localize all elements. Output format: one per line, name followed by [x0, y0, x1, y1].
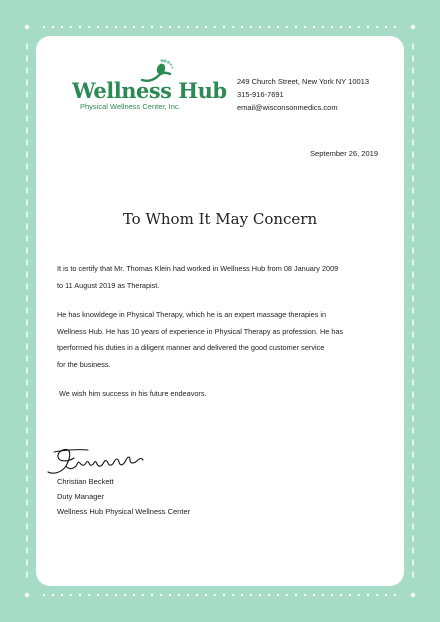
- border-dot: [322, 594, 324, 596]
- border-dot: [124, 26, 126, 28]
- company-address: [237, 75, 369, 114]
- border-dot: [385, 594, 387, 596]
- border-dot: [304, 26, 306, 28]
- border-dot: [25, 593, 29, 597]
- border-dot: [187, 594, 189, 596]
- paragraph-line: tperformed his duties in a diligent manner and delivered the good customer service: [57, 343, 325, 352]
- paragraph-line: We wish him success in his future endeavors.: [57, 389, 207, 398]
- letter-heading: To Whom It May Concern: [122, 210, 318, 228]
- address-phone: 315-916-7691: [237, 90, 284, 99]
- border-dot: [313, 594, 315, 596]
- border-dot: [367, 26, 369, 28]
- border-dot: [115, 594, 117, 596]
- border-dot: [214, 26, 216, 28]
- border-dot: [169, 26, 171, 28]
- border-dot: [232, 594, 234, 596]
- border-dot: [322, 26, 324, 28]
- border-dot: [286, 26, 288, 28]
- border-dot: [250, 594, 252, 596]
- border-dot: [43, 26, 45, 28]
- border-dot: [106, 594, 108, 596]
- border-dot: [214, 594, 216, 596]
- border-dot: [160, 594, 162, 596]
- border-dot: [205, 594, 207, 596]
- border-dot: [178, 594, 180, 596]
- address-email: email@wisconsonmedics.com: [237, 103, 338, 112]
- paragraph-2: [57, 307, 387, 373]
- border-dot: [411, 593, 415, 597]
- border-dot: [88, 594, 90, 596]
- logo-subtitle: Physical Wellness Center, Inc.: [80, 102, 181, 111]
- border-dot: [331, 26, 333, 28]
- border-dot: [97, 594, 99, 596]
- border-dot: [43, 594, 45, 596]
- signer-title: Duty Manager: [57, 492, 105, 501]
- border-dot: [358, 26, 360, 28]
- border-dot: [385, 26, 387, 28]
- border-dot: [187, 26, 189, 28]
- border-dot: [376, 594, 378, 596]
- border-dot: [196, 26, 198, 28]
- border-dot: [349, 594, 351, 596]
- border-dot: [142, 594, 144, 596]
- company-logo: [72, 58, 227, 116]
- border-dot: [376, 26, 378, 28]
- border-dot: [295, 26, 297, 28]
- border-dot: [79, 594, 81, 596]
- border-dot: [241, 26, 243, 28]
- border-dot: [313, 26, 315, 28]
- border-dot: [259, 26, 261, 28]
- paragraph-line: for the business.: [57, 359, 111, 369]
- border-dot: [331, 594, 333, 596]
- paragraph-line: Wellness Hub. He has 10 years of experience in Physical Therapy as profession. He has: [57, 326, 344, 336]
- border-dot: [97, 26, 99, 28]
- border-dot: [169, 594, 171, 596]
- border-dot: [151, 594, 153, 596]
- paragraph-line: He has knowldege in Physical Therapy, which he is an expert massage therapies in: [57, 310, 327, 319]
- border-dot: [61, 26, 63, 28]
- border-dot: [277, 594, 279, 596]
- border-dot: [79, 26, 81, 28]
- border-dot: [133, 26, 135, 28]
- border-dot: [286, 594, 288, 596]
- border-dot: [223, 594, 225, 596]
- border-dot: [277, 26, 279, 28]
- border-dot: [268, 26, 270, 28]
- border-dot: [411, 25, 415, 29]
- border-dot: [196, 594, 198, 596]
- border-dot: [70, 26, 72, 28]
- logo-title: Wellness Hub: [72, 78, 227, 103]
- border-dot: [259, 594, 261, 596]
- border-dot: [349, 26, 351, 28]
- signer-company: Wellness Hub Physical Wellness Center: [57, 507, 191, 516]
- border-dot: [205, 26, 207, 28]
- address-street: 249 Church Street, New York NY 10013: [237, 77, 370, 86]
- border-dot: [70, 594, 72, 596]
- border-dot: [304, 594, 306, 596]
- border-dot: [394, 594, 396, 596]
- border-dot: [88, 26, 90, 28]
- border-dot: [367, 594, 369, 596]
- border-dot: [160, 26, 162, 28]
- border-dot: [106, 26, 108, 28]
- border-dot: [142, 26, 144, 28]
- border-dot: [223, 26, 225, 28]
- border-dot: [295, 594, 297, 596]
- paragraph-line: to 11 August 2019 as Therapist.: [57, 280, 160, 290]
- border-dot: [25, 25, 29, 29]
- handwritten-signature: [44, 444, 146, 478]
- paragraph-1: [57, 261, 387, 294]
- border-dot: [133, 594, 135, 596]
- letter-date: September 26, 2019: [310, 149, 378, 158]
- border-dot: [61, 594, 63, 596]
- border-dot: [358, 594, 360, 596]
- border-dot: [178, 26, 180, 28]
- border-dot: [52, 594, 54, 596]
- border-dot: [124, 594, 126, 596]
- paragraph-3: [57, 386, 387, 403]
- border-dot: [52, 26, 54, 28]
- signer-block: [57, 474, 190, 519]
- paragraph-line: It is to certify that Mr. Thomas Klein had worked in Wellness Hub from 08 January 2009: [57, 264, 339, 273]
- border-dot: [151, 26, 153, 28]
- border-dot: [340, 26, 342, 28]
- signer-name: Christian Beckett: [57, 477, 114, 486]
- border-dot: [232, 26, 234, 28]
- border-dot: [241, 594, 243, 596]
- border-dot: [340, 594, 342, 596]
- border-dot: [115, 26, 117, 28]
- border-dot: [250, 26, 252, 28]
- border-dot: [268, 594, 270, 596]
- border-dot: [394, 26, 396, 28]
